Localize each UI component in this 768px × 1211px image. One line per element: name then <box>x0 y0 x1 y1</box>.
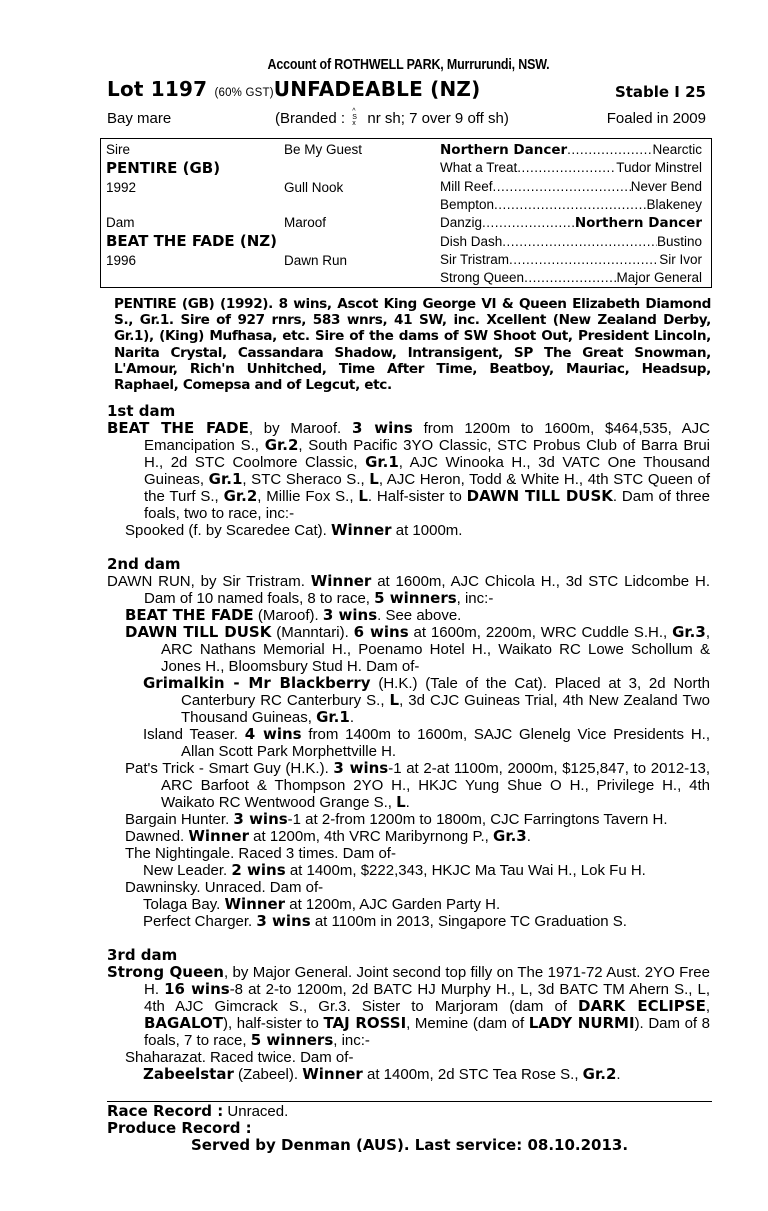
third-gen-sire: Strong Queen <box>440 270 525 286</box>
horse-name: UNFADEABLE (NZ) <box>273 77 481 101</box>
text: , South Pacific 3YO Classic, STC Probus Club of Barra Brui H., 2d STC Coolmore Classic, <box>144 437 711 471</box>
leader-dots <box>567 142 652 158</box>
text: at 1400m, $222,343, HKJC Ma Tau Wai H., Lok Fu H. <box>285 862 646 879</box>
text: , <box>705 998 710 1015</box>
sire-sire: Be My Guest <box>284 142 363 157</box>
progeny-entry <box>125 879 710 896</box>
text: ), half-sister to <box>222 1015 324 1032</box>
first-dam-entry <box>107 420 710 522</box>
third-gen-row <box>440 234 702 249</box>
brand-prefix: (Branded : <box>275 110 346 127</box>
sire-label: Sire <box>106 142 131 157</box>
text: (Maroof). <box>253 607 323 624</box>
text: , STC Sheraco S., <box>242 471 370 488</box>
text: , by Major General. Joint second top filly on The 1971-72 Aust. 2YO Free H. <box>144 964 710 998</box>
text: , 3d CJC Guineas Trial, 4th New Zealand Two Thousand Guineas, <box>181 692 710 726</box>
progeny-entry <box>125 828 710 845</box>
progeny-entry <box>125 624 710 675</box>
bold-text: 6 wins <box>353 623 409 641</box>
lot-header <box>107 77 710 105</box>
text: . Dam of three foals, two to race, inc:- <box>144 488 710 522</box>
bold-text: Gr.2 <box>264 436 299 454</box>
bold-text: DAWN TILL DUSK <box>125 623 272 641</box>
leader-dots <box>493 179 631 194</box>
brand-mark-icon: ^ S x <box>352 108 357 127</box>
race-record-label: Race Record : <box>107 1102 224 1120</box>
bold-text: TAJ ROSSI <box>323 1014 407 1032</box>
bold-text: 16 wins <box>164 980 230 998</box>
third-dam-heading: 3rd dam <box>107 946 178 964</box>
text: -8 at 2-to 1200m, 2d BATC HJ Murphy H., L, 3d BATC TM Ahern S., L, 4th AJC Gimcrack S., Gr.3. Sister to Marjoram (dam of <box>144 981 711 1015</box>
foaled-year: Foaled in 2009 <box>606 110 706 127</box>
bold-text: Gr.2 <box>582 1065 617 1083</box>
third-gen-dam-sire: Bustino <box>656 233 702 249</box>
bold-text: 3 wins <box>322 606 378 624</box>
last-service: Served by Denman (AUS). Last service: 08.10.2013. <box>191 1136 629 1154</box>
bold-text: Gr.1 <box>316 708 350 726</box>
text: from 1200m to 1600m, $464,535, AJC Emancipation S., <box>144 420 710 454</box>
bold-text: Gr.1 <box>365 453 399 471</box>
leader-dots <box>502 234 657 249</box>
bold-text: Gr.3 <box>672 623 706 641</box>
third-gen-sire: Sir Tristram <box>440 251 509 267</box>
text: , Millie Fox S., <box>257 488 359 505</box>
pedigree-table <box>100 138 712 288</box>
third-gen-sire: Bempton <box>440 196 495 212</box>
progeny-entry <box>143 726 710 760</box>
bold-text: L <box>396 793 406 811</box>
third-gen-dam-sire: Blakeney <box>646 196 702 212</box>
bold-text: 3 wins <box>256 912 311 930</box>
progeny-entry <box>125 607 710 624</box>
bold-text: 4 wins <box>244 725 302 743</box>
bold-text: Gr.2 <box>223 487 258 505</box>
text: , AJC Winooka H., 3d VATC One Thousand Guineas, <box>144 454 710 488</box>
text: . <box>405 794 410 811</box>
third-gen-row <box>440 270 702 285</box>
bold-text: BAGALOT <box>144 1014 223 1032</box>
bold-text: Winner <box>330 521 392 539</box>
second-dam-entry <box>107 573 710 607</box>
vendor-account: Account of ROTHWELL PARK, Murrurundi, NSW. <box>267 57 550 73</box>
bold-text: Winner <box>224 895 286 913</box>
text: , inc:- <box>456 590 494 607</box>
text: -1 at 2-at 1100m, 2000m, $125,847, to 2012-13, ARC Barfoot & Thompson 2YO H., HKJC Yung Shue O H., Privilege H., 4th Waikato RC Wentwood Grange S., <box>161 760 711 811</box>
second-dam-progeny <box>107 607 710 930</box>
text: . <box>526 828 531 845</box>
text: from 1400m to 1600m, SAJC Glenelg Vice Presidents H., Allan Scott Park Morphettville H. <box>181 726 711 760</box>
bold-text: Grimalkin - Mr Blackberry <box>143 674 371 692</box>
records-section <box>107 1103 710 1154</box>
text: Pat's Trick - Smart Guy (H.K.). <box>125 760 334 777</box>
leader-dots <box>494 197 646 212</box>
bold-text: BEAT THE FADE <box>107 419 249 437</box>
sire-summary: PENTIRE (GB) (1992). 8 wins, Ascot King George VI & Queen Elizabeth Diamond S., Gr.1. Sire of 927 rnrs, 583 wnrs, 41 SW, inc. Xcellent (New Zealand Derby, Gr.1), (King) Mufhasa, etc. Sire of the dams of SW Shoot Out, President Lincoln, Narita Crystal, Cassandara Shadow, Intransigent, SP The Great Snowman, L'Amour, Rich'n Unhitched, Time After Time, Beatboy, Mauriac, Headsup, Raphael, Comepsa and of Legcut, etc. <box>114 296 711 394</box>
dam-year: 1996 <box>106 253 137 268</box>
third-gen-dam-sire: Sir Ivor <box>659 251 702 267</box>
third-dam-entry <box>107 964 710 1049</box>
text: Dawninsky. Unraced. Dam of- <box>125 879 324 896</box>
text: , inc:- <box>333 1032 370 1049</box>
bold-text: DARK ECLIPSE <box>578 997 706 1015</box>
text: at 1000m. <box>391 522 463 539</box>
text: at 1200m, AJC Garden Party H. <box>285 896 501 913</box>
bold-text: L <box>358 487 368 505</box>
text: Dawned. <box>125 828 189 845</box>
sire-dam: Gull Nook <box>284 180 344 195</box>
text: Bargain Hunter. <box>125 811 234 828</box>
first-dam-section <box>107 403 710 539</box>
bold-text: Strong Queen <box>107 963 224 981</box>
progeny-entry <box>125 811 710 828</box>
progeny-entry <box>125 845 710 862</box>
text: New Leader. <box>143 862 232 879</box>
text: . <box>616 1066 621 1083</box>
third-gen-sire: Dish Dash <box>440 233 503 249</box>
race-record <box>107 1103 710 1120</box>
leader-dots <box>524 270 616 285</box>
text: (Manntari). <box>271 624 354 641</box>
text: Perfect Charger. <box>143 913 257 930</box>
bold-text: 3 wins <box>233 810 288 828</box>
progeny-entry <box>143 913 710 930</box>
third-gen-dam-sire: Tudor Minstrel <box>616 160 702 176</box>
progeny-entry <box>143 1066 710 1083</box>
brand-suffix: nr sh; 7 over 9 off sh) <box>367 110 509 127</box>
text: Tolaga Bay. <box>143 896 225 913</box>
leader-dots <box>482 215 575 231</box>
text: at 1600m, AJC Chicola H., 3d STC Lidcombe H. Dam of 10 named foals, 8 to race, <box>144 573 710 607</box>
dam-dam: Dawn Run <box>284 253 348 268</box>
lot-title <box>107 77 480 101</box>
text: Island Teaser. <box>143 726 245 743</box>
third-gen-row <box>440 197 702 212</box>
bold-text: Gr.1 <box>208 470 243 488</box>
stable-number: Stable I 25 <box>614 83 706 101</box>
bold-text: L <box>369 470 379 488</box>
third-gen-row <box>440 142 702 158</box>
bold-text: Zabeelstar <box>143 1065 234 1083</box>
second-dam-section <box>107 556 710 930</box>
bold-text: L <box>389 691 400 709</box>
dam-sire: Maroof <box>284 215 327 230</box>
progeny-entry <box>125 1049 710 1066</box>
progeny-entry <box>125 760 710 811</box>
text: The Nightingale. Raced 3 times. Dam of- <box>125 845 396 862</box>
text: DAWN RUN, by Sir Tristram. <box>107 573 311 590</box>
text: . <box>349 709 354 726</box>
bold-text: 5 winners <box>374 589 457 607</box>
sire-year: 1992 <box>106 180 137 195</box>
third-gen-dam-sire: Major General <box>616 270 702 286</box>
first-dam-heading: 1st dam <box>107 402 176 420</box>
bold-text: 3 wins <box>333 759 389 777</box>
bold-text: 3 wins <box>351 419 413 437</box>
dam-label: Dam <box>106 215 135 230</box>
bold-text: Gr.3 <box>493 827 527 845</box>
third-gen-sire: Northern Dancer <box>440 142 568 158</box>
horse-info <box>107 110 710 130</box>
second-dam-heading: 2nd dam <box>107 555 181 573</box>
text: at 1600m, 2200m, WRC Cuddle S.H., <box>408 624 673 641</box>
third-gen-dam-sire: Northern Dancer <box>574 215 702 232</box>
progeny-entry <box>143 862 710 879</box>
text: Shaharazat. Raced twice. Dam of- <box>125 1049 354 1066</box>
bold-text: DAWN TILL DUSK <box>466 487 613 505</box>
leader-dots <box>509 252 659 267</box>
progeny-entry <box>125 522 710 539</box>
progeny-entry <box>143 896 710 913</box>
leader-dots <box>517 160 616 175</box>
color-sex: Bay mare <box>107 110 172 127</box>
progeny-entry <box>143 675 710 726</box>
brand-description <box>275 110 509 128</box>
text: ). Dam of 8 foals, 7 to race, <box>144 1015 711 1049</box>
sire-name: PENTIRE (GB) <box>106 159 221 177</box>
third-gen-row <box>440 252 702 267</box>
lot-number: Lot 1197 <box>107 77 208 101</box>
text: , ARC Nathans Memorial H., Poenamo Hotel H., Waikato RC Lowe Schollum & Jones H., Bloomsbury Stud H. Dam of- <box>161 624 710 675</box>
text: at 1200m, 4th VRC Maribyrnong P., <box>249 828 494 845</box>
bold-text: 5 winners <box>250 1031 334 1049</box>
text: , Memine (dam of <box>406 1015 529 1032</box>
race-record-value: Unraced. <box>223 1103 289 1120</box>
dam-name: BEAT THE FADE (NZ) <box>106 232 278 250</box>
bold-text: BEAT THE FADE <box>125 606 254 624</box>
bold-text: Winner <box>302 1065 363 1083</box>
third-gen-dam-sire: Never Bend <box>630 178 702 194</box>
text: (H.K.) (Tale of the Cat). Placed at 3, 2d North Canterbury RC Canterbury S., <box>181 675 710 709</box>
third-gen-sire: Mill Reef <box>440 178 493 194</box>
text: . Half-sister to <box>367 488 467 505</box>
text: (Zabeel). <box>233 1066 303 1083</box>
text: . See above. <box>377 607 462 624</box>
bold-text: LADY NURMI <box>528 1014 635 1032</box>
bold-text: Winner <box>188 827 249 845</box>
text: at 1100m in 2013, Singapore TC Graduation S. <box>310 913 627 930</box>
produce-record-label: Produce Record : <box>107 1119 252 1137</box>
first-dam-progeny <box>107 522 710 539</box>
text: at 1400m, 2d STC Tea Rose S., <box>362 1066 583 1083</box>
text: -1 at 2-from 1200m to 1800m, CJC Farringtons Tavern H. <box>287 811 668 828</box>
gst-note: (60% GST) <box>214 87 274 99</box>
third-dam-progeny <box>107 1049 710 1083</box>
third-gen-row <box>440 160 702 175</box>
third-gen-row <box>440 215 702 231</box>
bold-text: Winner <box>310 572 372 590</box>
third-dam-section <box>107 947 710 1083</box>
text: , by Maroof. <box>248 420 352 437</box>
bold-text: 2 wins <box>231 861 286 879</box>
third-gen-dam-sire: Nearctic <box>652 142 702 157</box>
text: Spooked (f. by Scaredee Cat). <box>125 522 331 539</box>
third-gen-row <box>440 179 702 194</box>
text: , AJC Heron, Todd & White H., 4th STC Queen of the Turf S., <box>144 471 710 505</box>
third-gen-sire: Danzig <box>440 215 483 231</box>
third-gen-sire: What a Treat <box>440 160 518 176</box>
